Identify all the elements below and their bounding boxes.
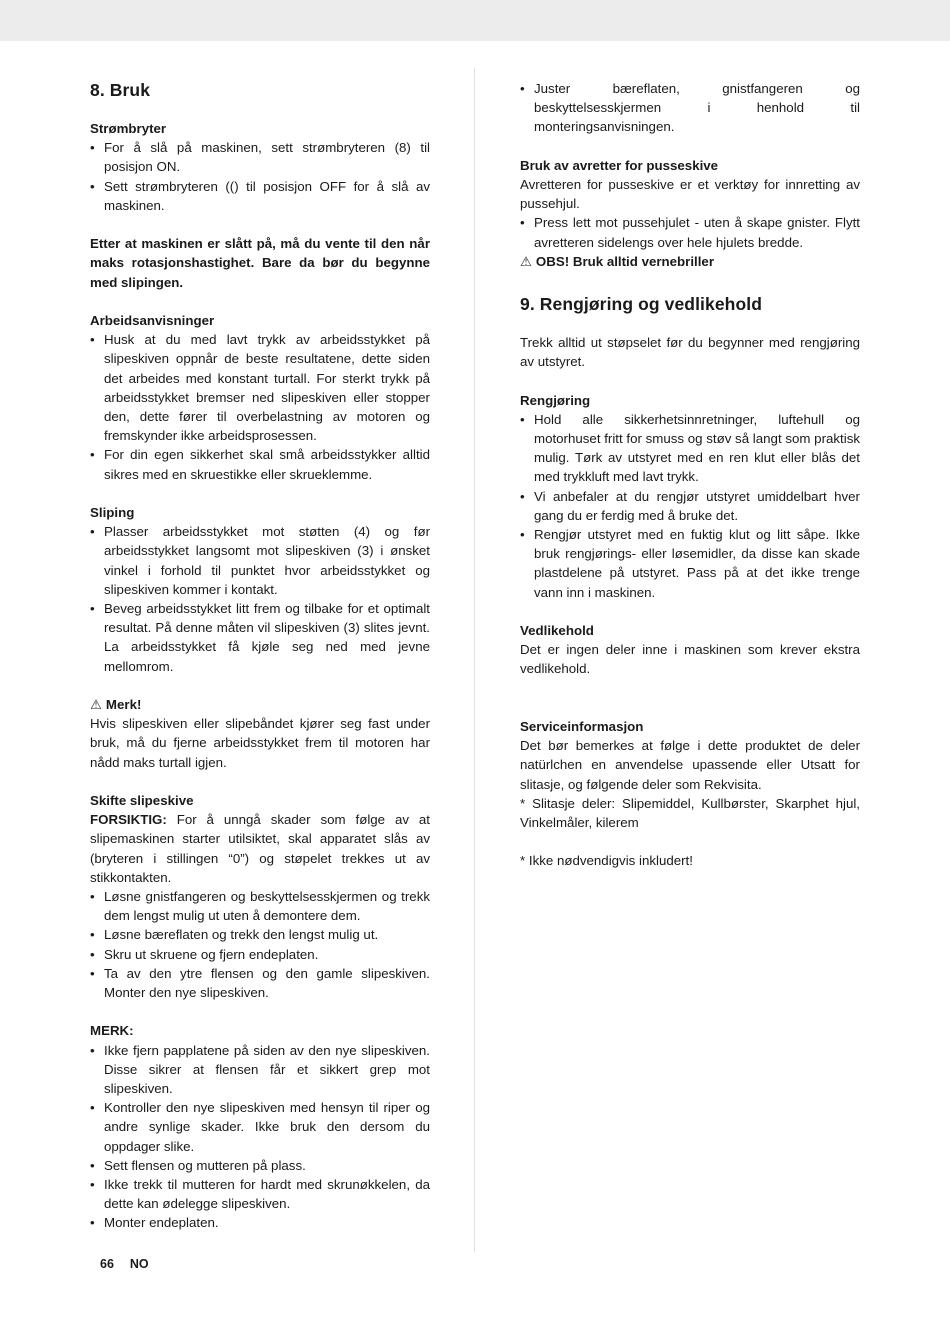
list-item: • Rengjør utstyret med en fuktig klut og litt såpe. Ikke bruk rengjørings- eller løsemidler, da disse kan skade plastdelene på utstyret. Pass på at det ikke trenge vann inn i maskinen. xyxy=(520,525,860,602)
list-item: • Ikke fjern papplatene på siden av den nye slipeskiven. Disse sikrer at flensen får et sikkert grep mot slipeskiven. xyxy=(90,1041,430,1099)
maintenance-text: Det er ingen deler inne i maskinen som krever ekstra vedlikehold. xyxy=(520,642,860,677)
note-list xyxy=(90,1041,430,1233)
section-title-cleaning: 9. Rengjøring og vedlikehold xyxy=(520,294,762,315)
change-list xyxy=(90,887,430,1002)
note-heading: MERK: xyxy=(90,1023,134,1039)
page-number: 66 xyxy=(100,1257,114,1271)
warning-icon: ⚠ xyxy=(90,697,102,713)
list-item: • Skru ut skruene og fjern endeplaten. xyxy=(90,945,430,964)
service-heading: Serviceinformasjon xyxy=(520,719,644,735)
cleaning-heading: Rengjøring xyxy=(520,392,591,408)
list-item: • Sett flensen og mutteren på plass. xyxy=(90,1156,430,1175)
list-item: • Plasser arbeidsstykket mot støtten (4) og før arbeidsstykket langsomt mot slipeskiven (3) i ønsket vinkel i forhold til punktet hvor arbeidsstykket og slipeskiven kommer i kontakt. xyxy=(90,522,430,599)
right-column xyxy=(520,79,860,871)
wear-parts: * Slitasje deler: Slipemiddel, Kullbørster, Skarphet hjul, Vinkelmåler, kilerem xyxy=(520,795,860,831)
left-column xyxy=(90,79,430,1233)
list-item: • Sett strømbryteren (() til posisjon OFF for å slå av maskinen. xyxy=(90,177,430,215)
goggles-warning xyxy=(520,252,860,271)
warning-icon: ⚠ xyxy=(520,253,532,269)
maintenance-heading: Vedlikehold xyxy=(520,623,594,639)
list-item: • Beveg arbeidsstykket litt frem og tilbake for et optimalt resultat. På denne måten vil slipeskiven (3) slites jevnt. La arbeidsstykket få kjøle seg ned med jevne mellomrom. xyxy=(90,599,430,676)
switch-heading: Strømbryter xyxy=(90,121,167,136)
grinding-heading: Sliping xyxy=(90,505,135,521)
work-list xyxy=(90,330,430,484)
change-heading: Skifte slipeskive xyxy=(90,793,194,809)
merk-heading-label: Merk! xyxy=(105,697,142,713)
list-item: • Juster bæreflaten, gnistfangeren og beskyttelsesskjermen i henhold til monteringsanvisningen. xyxy=(520,79,860,137)
column-divider xyxy=(474,68,475,1252)
work-heading: Arbeidsanvisninger xyxy=(90,313,215,328)
list-item: • Hold alle sikkerhetsinnretninger, luftehull og motorhuset fritt for smuss og støv så langt som praktisk mulig. Tørk av utstyret med en ren klut eller blås det med trykkluft med lavt trykk. xyxy=(520,410,860,487)
top-bar xyxy=(0,0,950,41)
list-item: • Løsne bæreflaten og trekk den lengst mulig ut. xyxy=(90,925,430,944)
list-item: • Vi anbefaler at du rengjør utstyret umiddelbart hver gang du er ferdig med å bruke det. xyxy=(520,487,860,525)
dresser-heading: Bruk av avretter for pusseskive xyxy=(520,157,719,173)
cleaning-intro: Trekk alltid ut støpselet før du begynner med rengjøring av utstyret. xyxy=(520,335,860,370)
page-footer xyxy=(100,1257,165,1271)
list-item: • For å slå på maskinen, sett strømbryteren (8) til posisjon ON. xyxy=(90,138,430,176)
not-included-note: * Ikke nødvendigvis inkludert! xyxy=(520,853,693,869)
caution-paragraph xyxy=(90,810,430,887)
merk-heading xyxy=(90,695,430,714)
section-title-bruk: 8. Bruk xyxy=(90,80,151,100)
list-item: • Monter endeplaten. xyxy=(90,1213,430,1232)
dresser-text: Avretteren for pusseskive er et verktøy for innretting av pussehjul. xyxy=(520,177,860,212)
list-item: • For din egen sikkerhet skal små arbeidsstykker alltid sikres med en skruestikke eller skrueklemme. xyxy=(90,445,430,483)
list-item: • Husk at du med lavt trykk av arbeidsstykket på slipeskiven oppnår de beste resultatene, dette siden det arbeides med konstant turtall. For sterkt trykk på arbeidsstykket bremser ned slipeskiven eller stopper den, dette fører til overbelastning av motoren og fremskynder ikke arbeidsprosessen. xyxy=(90,330,430,445)
switch-list xyxy=(90,138,430,215)
adjust-list xyxy=(520,79,860,137)
cleaning-list xyxy=(520,410,860,602)
caution-label: FORSIKTIG: xyxy=(90,812,167,828)
list-item: • Løsne gnistfangeren og beskyttelsesskjermen og trekk dem lengst mulig ut uten å demontere dem. xyxy=(90,887,430,925)
service-text: Det bør bemerkes at følge i dette produktet de deler natürlchen en anvendelse upassende eller Utsatt for slitasje, og følgende deler som Rekvisita. xyxy=(520,738,860,792)
merk-text: Hvis slipeskiven eller slipebåndet kjører seg fast under bruk, må du fjerne arbeidsstykket frem til motoren har nådd maks turtall igjen. xyxy=(90,716,430,770)
list-item: • Ikke trekk til mutteren for hardt med skrunøkkelen, da dette kan ødelegge slipeskiven. xyxy=(90,1175,430,1213)
list-item: • Kontroller den nye slipeskiven med hensyn til riper og andre synlige skader. Ikke bruk den dersom du oppdager slike. xyxy=(90,1098,430,1156)
grinding-list xyxy=(90,522,430,676)
switch-note: Etter at maskinen er slått på, må du vente til den når maks rotasjonshastighet. Bare da bør du begynne med slipingen. xyxy=(90,236,430,290)
list-item: • Ta av den ytre flensen og den gamle slipeskiven. Monter den nye slipeskiven. xyxy=(90,964,430,1002)
caution-text: For å unngå skader som følge av at slipemaskinen starter utilsiktet, skal apparatet slås av (bryteren i stillingen “0”) og støpelet trekkes ut av stikkontakten. xyxy=(90,812,430,885)
goggles-warning-text: OBS! Bruk alltid vernebriller xyxy=(535,253,715,269)
dresser-list xyxy=(520,213,860,251)
list-item: • Press lett mot pussehjulet - uten å skape gnister. Flytt avretteren sidelengs over hele hjulets bredde. xyxy=(520,213,860,251)
language-code: NO xyxy=(129,1257,149,1271)
